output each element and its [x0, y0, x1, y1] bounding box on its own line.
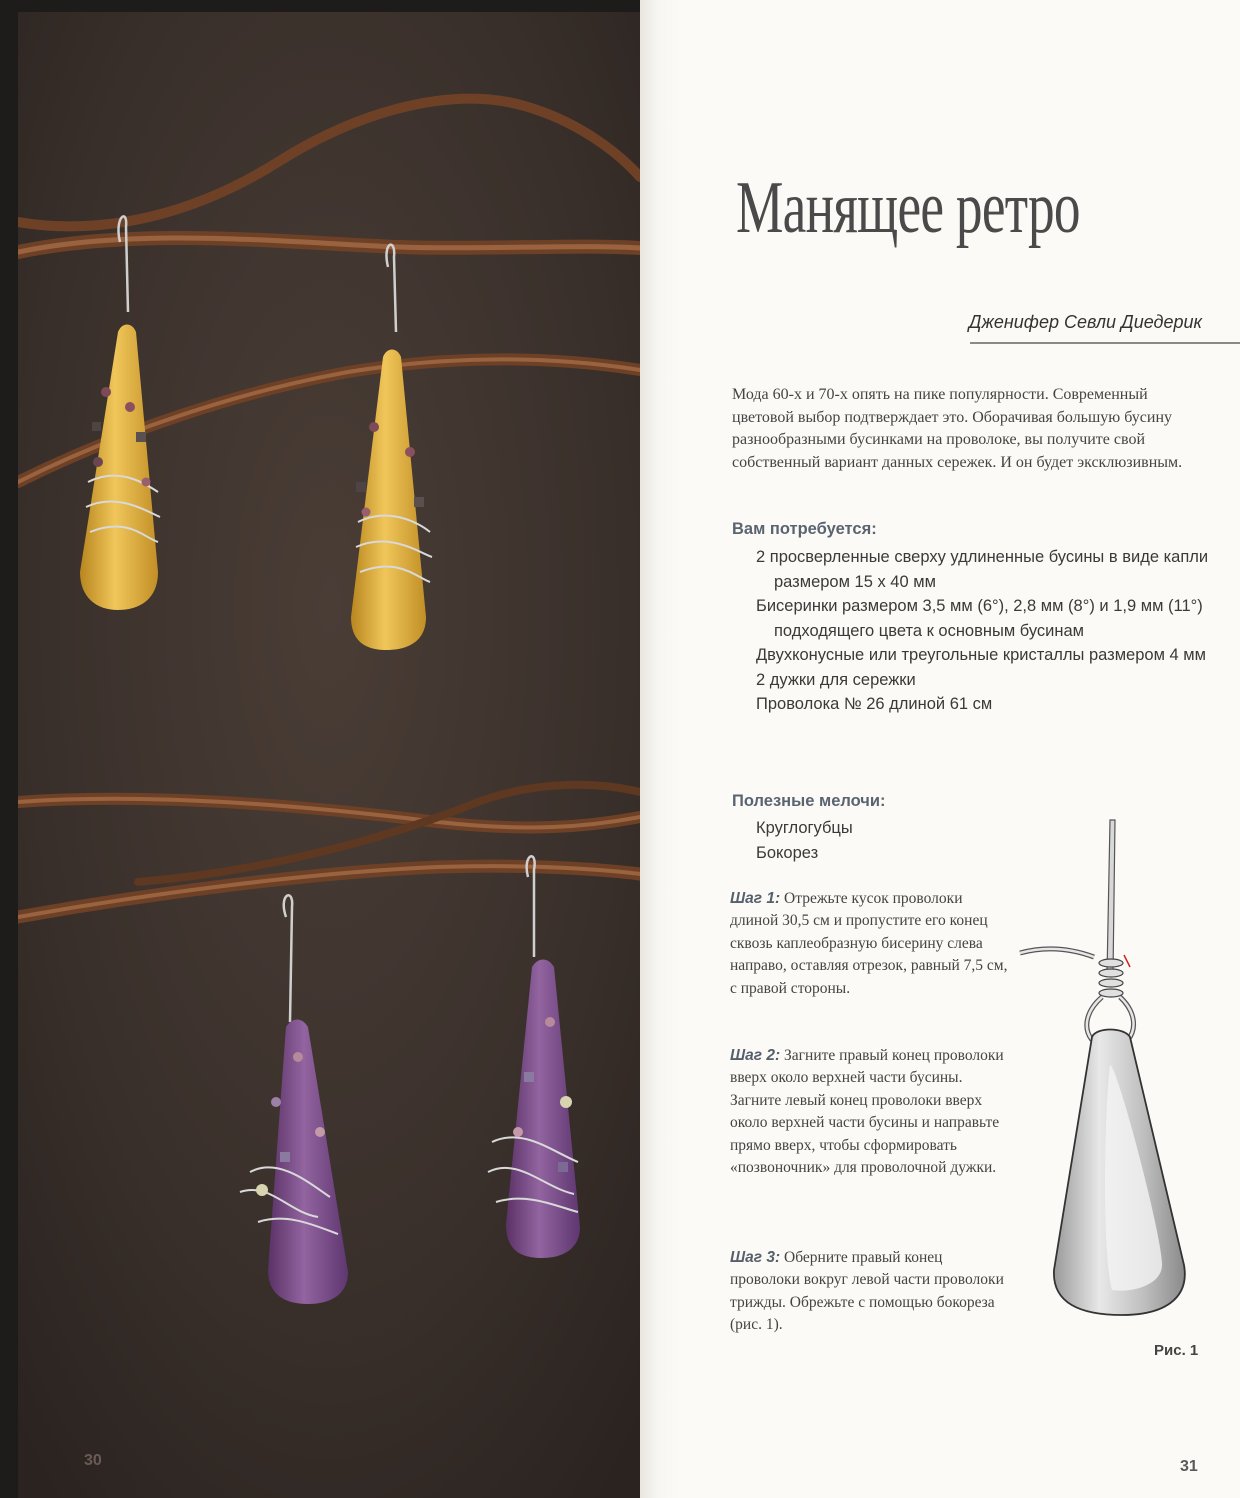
list-item: Бисеринки размером 3,5 мм (6°), 2,8 мм (8°) и 1,9 мм (11°) подходящего цвета к основным бусинам [756, 597, 1203, 640]
list-item: Бокорез [756, 843, 819, 862]
page-number-right: 31 [1180, 1458, 1198, 1475]
intro-paragraph: Мода 60-х и 70-х опять на пике популярности. Современный цветовой выбор подтверждает это. Оборачивая большую бусину разнообразными бусинками на проволоке, вы получите свой собственный вариант данных сережек. И он будет эксклюзивным. [732, 386, 1183, 471]
list-item: Проволока № 26 длиной 61 см [756, 695, 993, 713]
step-label: Шаг 3: [730, 1249, 781, 1266]
list-item: 2 просверленные сверху удлиненные бусины в виде капли размером 15 х 40 мм [756, 548, 1209, 591]
step-text: Отрежьте кусок проволоки длиной 30,5 см и пропустите его конец сквозь каплеобразную бисерину слева направо, оставляя отрезок, равный 7,5 см, с правой стороны. [730, 890, 1008, 997]
right-page [640, 0, 1240, 1498]
step-text: Загните правый конец проволоки вверх около верхней части бусины. Загните левый конец проволоки вверх около верхней части бусины и направьте прямо вверх, чтобы сформировать «позвоночник» для проволочной дужки. [730, 1047, 1004, 1177]
author-divider [970, 342, 1240, 344]
step-3 [730, 1247, 1010, 1337]
list-item: 2 дужки для сережки [756, 670, 916, 689]
figure-caption: Рис. 1 [1154, 1342, 1199, 1359]
step-text: Оберните правый конец проволоки вокруг левой части проволоки трижды. Обрежьте с помощью бокореза (рис. 1). [730, 1249, 1004, 1334]
step-1 [730, 888, 1010, 1000]
step-label: Шаг 2: [730, 1047, 781, 1064]
author-name: Дженифер Севли Диедерик [968, 312, 1202, 332]
tools-heading: Полезные мелочи: [732, 792, 886, 810]
list-item: Круглогубцы [756, 819, 853, 837]
page-number-left: 30 [84, 1452, 102, 1469]
figure-1-illustration [1012, 815, 1212, 1325]
materials-list [756, 545, 1216, 717]
step-2 [730, 1045, 1010, 1179]
list-item: Двухконусные или треугольные кристаллы размером 4 мм [756, 646, 1206, 664]
earrings-photo [18, 12, 640, 1498]
step-label: Шаг 1: [730, 890, 781, 907]
article-title: Манящее ретро [736, 167, 1080, 249]
materials-heading: Вам потребуется: [732, 520, 877, 538]
